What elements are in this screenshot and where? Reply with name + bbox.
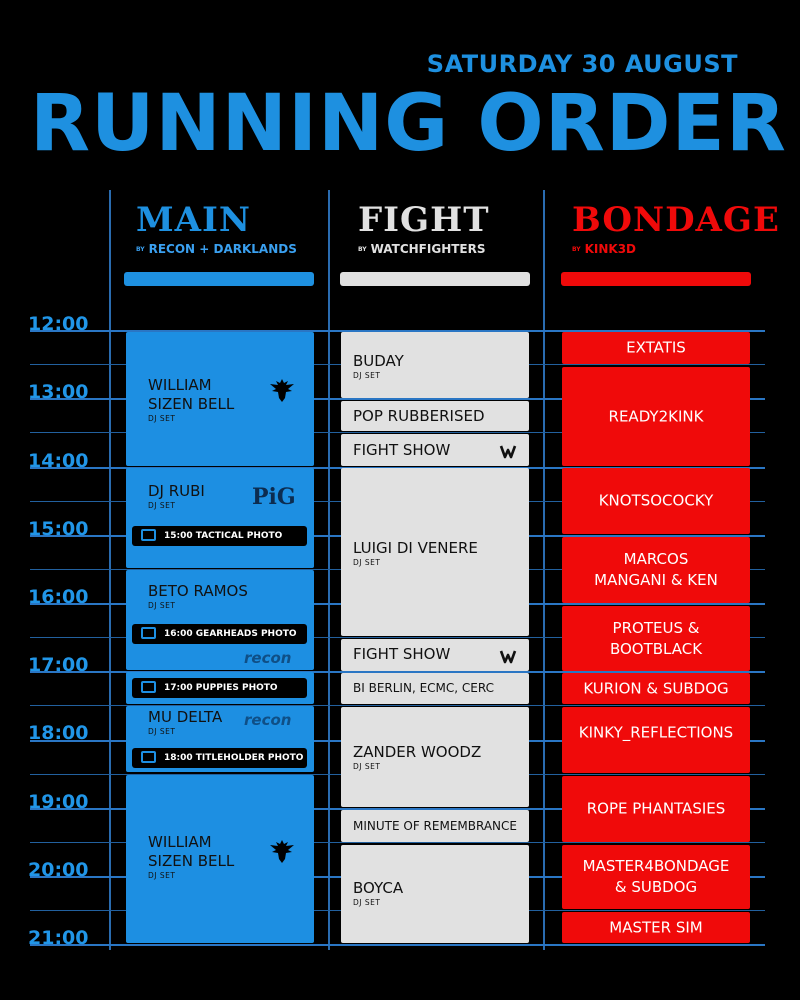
act-name: MU DELTA bbox=[148, 708, 223, 726]
fight-slot-minute-of-remembrance[interactable] bbox=[341, 810, 529, 842]
act-name-line1: PROTEUS & bbox=[612, 618, 700, 637]
act-name: FIGHT SHOW bbox=[353, 441, 451, 459]
time-label: 14:00 bbox=[28, 450, 89, 472]
fight-slot-boyca[interactable] bbox=[341, 845, 529, 943]
act-name: BI BERLIN, ECMC, CERC bbox=[353, 681, 494, 695]
act-name-line2: & SUBDOG bbox=[614, 878, 698, 896]
stage-bar-main bbox=[124, 272, 314, 286]
fight-slot-pop-rubberised[interactable] bbox=[341, 401, 529, 431]
bondage-slot[interactable] bbox=[562, 845, 750, 909]
time-label: 12:00 bbox=[28, 313, 89, 335]
main-slot-dj-rubi[interactable] bbox=[126, 468, 314, 568]
bondage-slot[interactable] bbox=[562, 673, 750, 704]
stage-title: FIGHT bbox=[358, 200, 490, 240]
time-label: 18:00 bbox=[28, 722, 89, 744]
stage-header-bondage bbox=[572, 200, 780, 256]
set-type: DJ SET bbox=[148, 414, 176, 423]
stage-title: MAIN bbox=[136, 200, 251, 240]
stage-title: BONDAGE bbox=[572, 200, 780, 240]
act-name: ZANDER WOODZ bbox=[353, 743, 482, 761]
act-name: FIGHT SHOW bbox=[353, 645, 451, 663]
fight-slot-luigi-di-venere[interactable] bbox=[341, 468, 529, 636]
act-name-line1: MASTER SIM bbox=[609, 918, 703, 936]
bondage-slot[interactable] bbox=[562, 332, 750, 364]
set-type: DJ SET bbox=[353, 558, 381, 567]
stage-header-main bbox=[136, 200, 297, 256]
bondage-slot[interactable] bbox=[562, 468, 750, 534]
act-name-line1: EXTATIS bbox=[626, 338, 686, 357]
photo-session-badge[interactable]: 18:00 TITLEHOLDER PHOTO bbox=[132, 748, 307, 768]
fight-slot-fight-show-2[interactable] bbox=[341, 639, 529, 671]
time-label: 20:00 bbox=[28, 859, 89, 881]
act-name: DJ RUBI bbox=[148, 482, 205, 500]
act-name-line1: MARCOS bbox=[623, 550, 689, 568]
act-name-line1: KINKY_REFLECTIONS bbox=[578, 723, 734, 742]
act-name-line1: KNOTSOCOCKY bbox=[598, 491, 714, 510]
fight-slot-fight-show[interactable] bbox=[341, 434, 529, 466]
main-slot-beto-ramos[interactable] bbox=[126, 570, 314, 670]
photo-session-badge[interactable]: 17:00 PUPPIES PHOTO bbox=[132, 678, 307, 698]
set-type: DJ SET bbox=[148, 601, 176, 610]
act-name-line1: WILLIAM bbox=[148, 833, 212, 851]
watchfighters-logo-icon bbox=[499, 647, 517, 665]
set-type: DJ SET bbox=[148, 871, 176, 880]
bondage-slot[interactable] bbox=[562, 776, 750, 842]
event-date: SATURDAY 30 AUGUST bbox=[426, 50, 738, 78]
set-type: DJ SET bbox=[148, 727, 176, 736]
camera-icon bbox=[141, 529, 156, 541]
time-label: 16:00 bbox=[28, 586, 89, 608]
act-name: BETO RAMOS bbox=[148, 582, 248, 600]
camera-icon bbox=[141, 627, 156, 639]
recon-logo: recon bbox=[244, 649, 292, 667]
eagle-logo-icon bbox=[268, 837, 296, 865]
main-slot-mu-delta[interactable] bbox=[126, 706, 314, 772]
set-type: DJ SET bbox=[353, 762, 381, 771]
act-name-line1: READY2KINK bbox=[608, 407, 704, 425]
stage-bar-fight bbox=[340, 272, 530, 286]
act-name: BUDAY bbox=[353, 352, 404, 370]
photo-session-badge[interactable]: 16:00 GEARHEADS PHOTO bbox=[132, 624, 307, 644]
fight-slot-buday[interactable] bbox=[341, 332, 529, 398]
fight-slot-bi-berlin[interactable] bbox=[341, 673, 529, 704]
main-slot-puppies-photo[interactable] bbox=[126, 672, 314, 704]
grid-divider bbox=[109, 190, 111, 950]
act-name-line1: MASTER4BONDAGE bbox=[582, 857, 730, 875]
main-slot-william-sizen-bell-2[interactable] bbox=[126, 775, 314, 943]
stage-bar-bondage bbox=[561, 272, 751, 286]
time-label: 21:00 bbox=[28, 927, 89, 949]
time-label: 15:00 bbox=[28, 518, 89, 540]
stage-header-fight bbox=[358, 200, 490, 256]
main-slot-william-sizen-bell[interactable] bbox=[126, 332, 314, 466]
set-type: DJ SET bbox=[353, 898, 381, 907]
watchfighters-logo-icon bbox=[499, 442, 517, 460]
stage-host: BY RECON + DARKLANDS bbox=[136, 242, 297, 256]
grid-divider bbox=[543, 190, 545, 950]
bondage-slot[interactable] bbox=[562, 606, 750, 671]
stage-host: BY KINK3D bbox=[572, 242, 637, 256]
act-name-line2: SIZEN BELL bbox=[148, 395, 235, 413]
act-name: MINUTE OF REMEMBRANCE bbox=[353, 819, 517, 833]
act-name-line1: WILLIAM bbox=[148, 376, 212, 394]
bondage-slot[interactable] bbox=[562, 707, 750, 773]
recon-logo: recon bbox=[244, 711, 292, 729]
eagle-logo-icon bbox=[268, 376, 296, 404]
camera-icon bbox=[141, 681, 156, 693]
grid-divider bbox=[328, 190, 330, 950]
act-name: LUIGI DI VENERE bbox=[353, 539, 478, 557]
act-name-line1: ROPE PHANTASIES bbox=[586, 799, 726, 818]
bondage-slot[interactable] bbox=[562, 367, 750, 466]
pig-logo: PiG bbox=[252, 484, 296, 510]
act-name-line1: KURION & SUBDOG bbox=[583, 679, 729, 697]
time-label: 19:00 bbox=[28, 791, 89, 813]
act-name-line2: BOOTBLACK bbox=[609, 639, 703, 658]
act-name: POP RUBBERISED bbox=[353, 407, 485, 425]
camera-icon bbox=[141, 751, 156, 763]
bondage-slot[interactable] bbox=[562, 537, 750, 603]
bondage-slot[interactable] bbox=[562, 912, 750, 943]
act-name: BOYCA bbox=[353, 879, 404, 897]
stage-host: BY WATCHFIGHTERS bbox=[358, 242, 486, 256]
fight-slot-zander-woodz[interactable] bbox=[341, 707, 529, 807]
set-type: DJ SET bbox=[148, 501, 176, 510]
act-name-line2: MANGANI & KEN bbox=[594, 571, 718, 589]
photo-session-badge[interactable]: 15:00 TACTICAL PHOTO bbox=[132, 526, 307, 546]
time-label: 17:00 bbox=[28, 654, 89, 676]
set-type: DJ SET bbox=[353, 371, 381, 380]
time-label: 13:00 bbox=[28, 381, 89, 403]
hour-line bbox=[30, 944, 765, 946]
act-name-line2: SIZEN BELL bbox=[148, 852, 235, 870]
page-title: RUNNING ORDER bbox=[30, 79, 787, 169]
